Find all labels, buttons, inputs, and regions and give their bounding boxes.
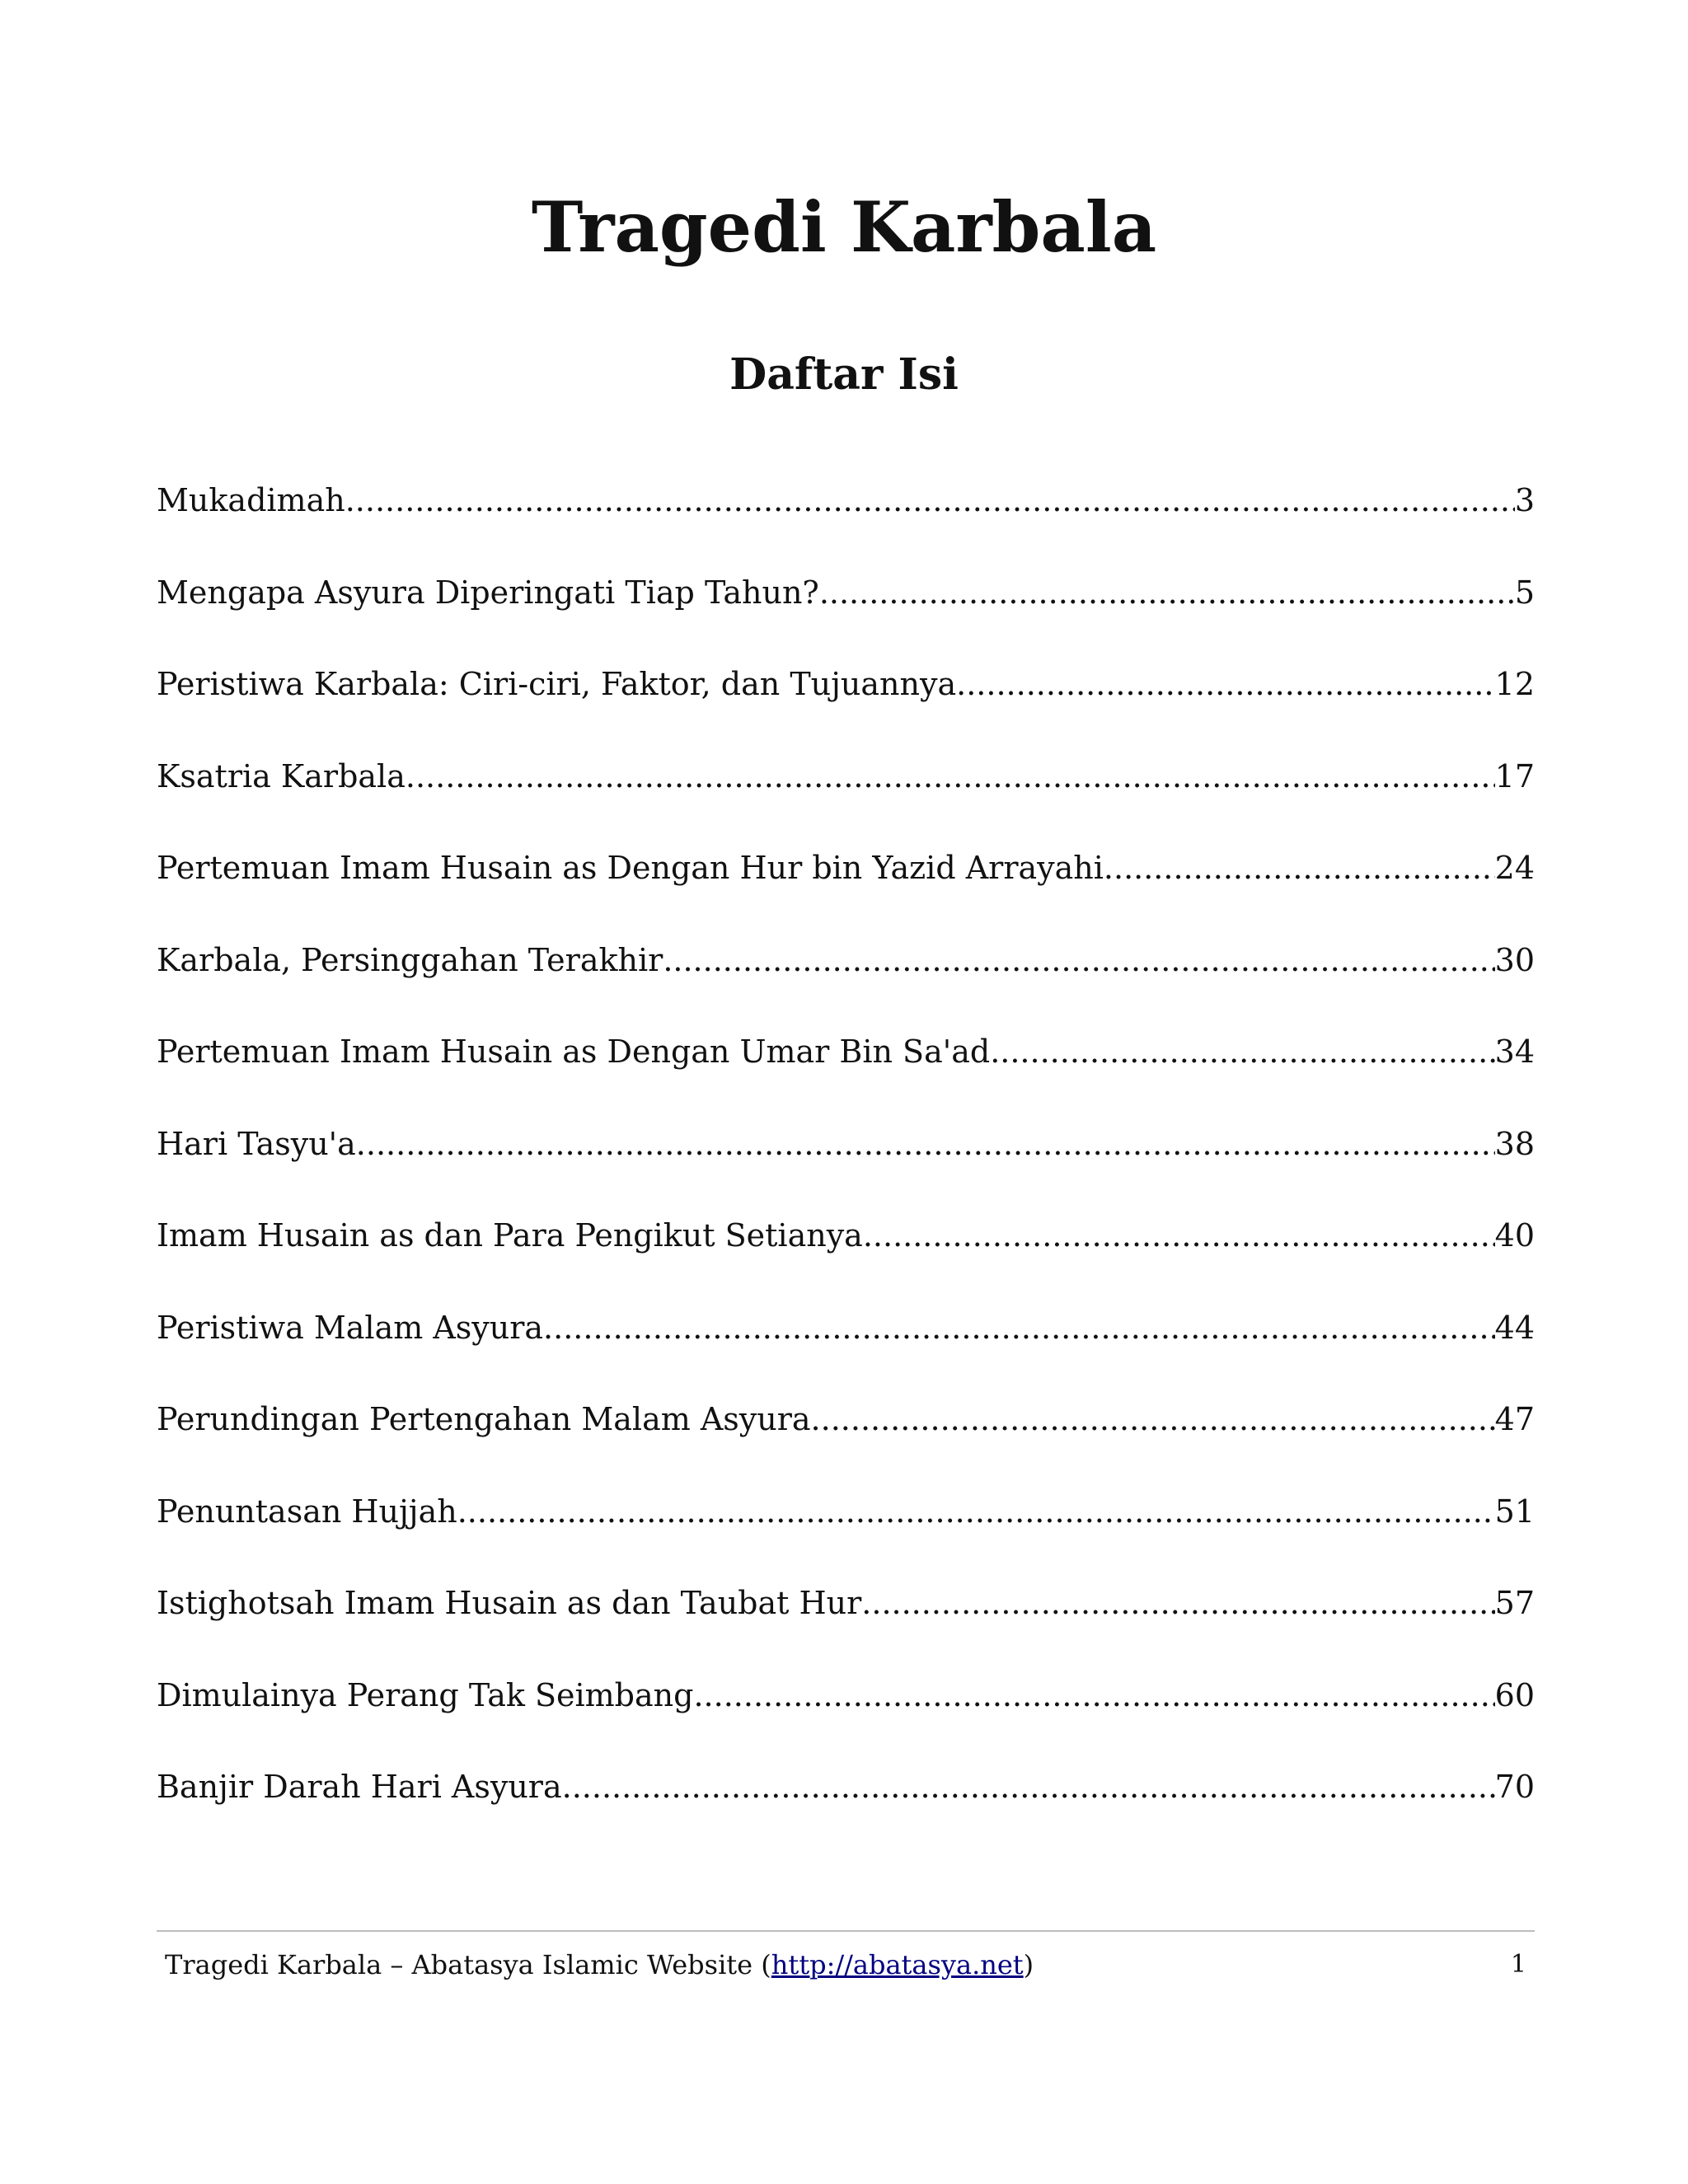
toc-entry[interactable] (157, 837, 1535, 930)
toc-entry-label: Mukadimah (157, 482, 345, 518)
toc-entry-page: 3 (1514, 482, 1535, 518)
toc-entry[interactable] (157, 1205, 1535, 1297)
toc-leader-dots (990, 1021, 1494, 1082)
toc-entry-label: Karbala, Persinggahan Terakhir (157, 941, 663, 978)
toc-leader-dots (811, 1389, 1495, 1450)
toc-entry-label: Penuntasan Hujjah (157, 1493, 457, 1530)
toc-entry[interactable] (157, 1389, 1535, 1481)
toc-entry-page: 47 (1494, 1401, 1535, 1437)
toc-entry-page: 12 (1494, 666, 1535, 702)
table-of-contents (157, 470, 1535, 1849)
toc-entry-label: Hari Tasyu'a (157, 1125, 356, 1162)
toc-leader-dots (406, 746, 1495, 807)
footer-link[interactable]: http://abatasya.net (771, 1949, 1024, 1980)
toc-leader-dots (1104, 837, 1495, 898)
toc-entry-label: Dimulainya Perang Tak Seimbang (157, 1676, 694, 1713)
toc-entry-page: 40 (1494, 1217, 1535, 1254)
toc-entry-page: 30 (1494, 941, 1535, 978)
toc-entry[interactable] (157, 930, 1535, 1022)
toc-entry[interactable] (157, 1113, 1535, 1206)
toc-entry-page: 51 (1494, 1493, 1535, 1530)
toc-entry-label: Banjir Darah Hari Asyura (157, 1769, 562, 1805)
toc-leader-dots (562, 1756, 1495, 1817)
toc-entry-label: Mengapa Asyura Diperingati Tiap Tahun? (157, 574, 819, 611)
toc-entry-page: 60 (1494, 1676, 1535, 1713)
toc-entry-page: 34 (1494, 1033, 1535, 1070)
toc-entry[interactable] (157, 470, 1535, 562)
toc-leader-dots (863, 1205, 1495, 1266)
toc-entry[interactable] (157, 746, 1535, 838)
footer-divider (157, 1930, 1535, 1932)
toc-entry-label: Istighotsah Imam Husain as dan Taubat Hur (157, 1585, 862, 1621)
toc-entry-page: 44 (1494, 1309, 1535, 1346)
toc-leader-dots (345, 470, 1515, 531)
toc-entry-page: 70 (1494, 1769, 1535, 1805)
toc-entry-page: 5 (1514, 574, 1535, 611)
toc-entry-page: 38 (1494, 1125, 1535, 1162)
toc-entry-label: Imam Husain as dan Para Pengikut Setianya (157, 1217, 863, 1254)
page-number: 1 (1510, 1950, 1526, 1979)
toc-leader-dots (543, 1297, 1495, 1358)
toc-entry-page: 17 (1494, 757, 1535, 794)
toc-entry[interactable] (157, 1665, 1535, 1757)
toc-entry-label: Ksatria Karbala (157, 757, 406, 794)
toc-leader-dots (861, 1572, 1494, 1633)
footer-source (165, 1947, 1034, 1983)
toc-entry-label: Peristiwa Karbala: Ciri-ciri, Faktor, dan Tujuannya (157, 666, 957, 702)
toc-entry[interactable] (157, 1021, 1535, 1113)
footer-text-end: ) (1023, 1949, 1034, 1980)
toc-leader-dots (819, 562, 1515, 623)
toc-leader-dots (356, 1113, 1495, 1174)
toc-entry[interactable] (157, 654, 1535, 746)
page-footer (165, 1947, 1526, 1983)
toc-heading: Daftar Isi (729, 349, 959, 400)
toc-entry[interactable] (157, 562, 1535, 654)
toc-entry-label: Perundingan Pertengahan Malam Asyura (157, 1401, 811, 1437)
toc-entry-label: Pertemuan Imam Husain as Dengan Umar Bin Sa'ad (157, 1033, 991, 1070)
footer-text: Tragedi Karbala – Abatasya Islamic Website ( (165, 1949, 771, 1980)
toc-entry-page: 24 (1494, 850, 1535, 886)
toc-entry[interactable] (157, 1756, 1535, 1849)
toc-leader-dots (663, 930, 1494, 991)
toc-leader-dots (693, 1665, 1494, 1726)
toc-leader-dots (457, 1481, 1495, 1542)
toc-entry[interactable] (157, 1481, 1535, 1573)
toc-leader-dots (956, 654, 1495, 715)
toc-entry[interactable] (157, 1572, 1535, 1665)
toc-entry-label: Pertemuan Imam Husain as Dengan Hur bin Yazid Arrayahi (157, 850, 1104, 886)
toc-entry-label: Peristiwa Malam Asyura (157, 1309, 544, 1346)
toc-entry[interactable] (157, 1297, 1535, 1390)
toc-entry-page: 57 (1494, 1585, 1535, 1621)
document-title: Tragedi Karbala (531, 186, 1157, 268)
